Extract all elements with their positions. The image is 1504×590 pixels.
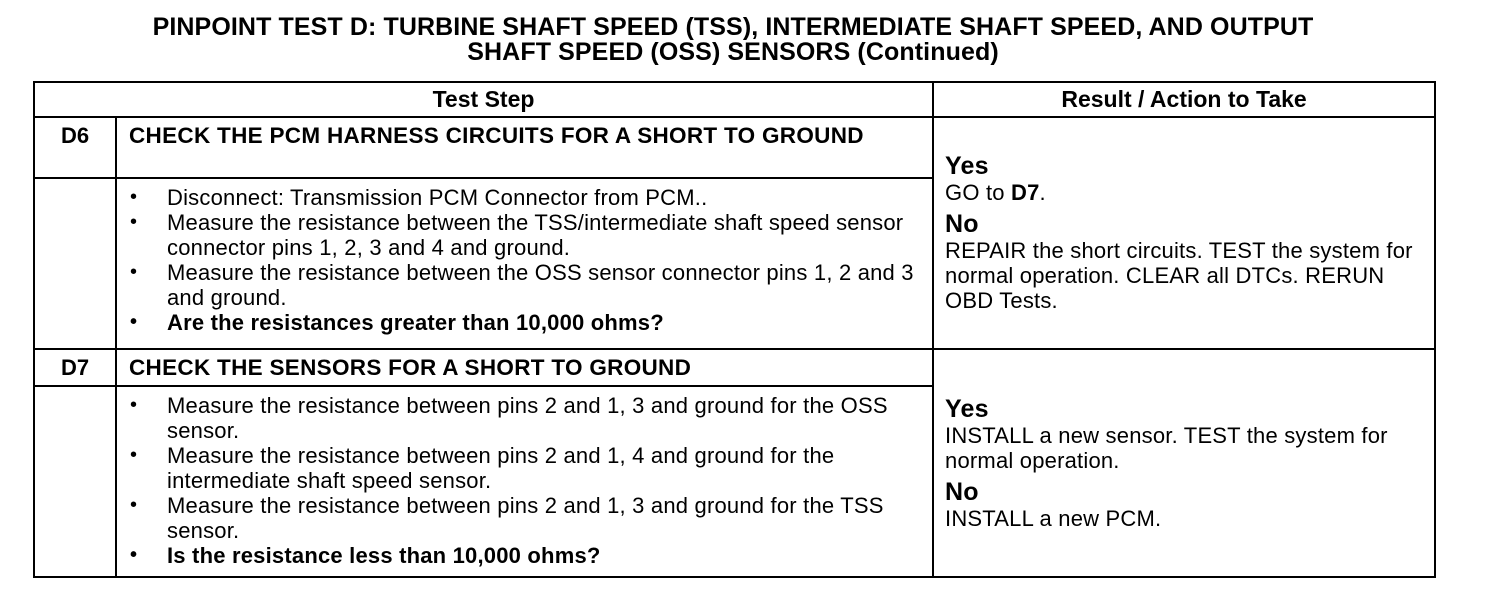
step-id-empty [34,178,116,349]
step-d7-bullets-cell [116,386,933,577]
list-item: • Is the resistance less than 10,000 ohms? [117,543,924,568]
page-title [33,15,1433,65]
step-d6-result [933,117,1435,349]
list-item: • Measure the resistance between the OSS sensor connector pins 1, 2 and 3 and ground. [117,260,924,310]
header-test-step: Test Step [34,82,933,117]
yes-text: GO to D7. [945,180,1046,205]
yes-label: Yes [945,394,989,423]
list-item: • Measure the resistance between pins 2 and 1, 3 and ground for the TSS sensor. [117,493,924,543]
no-text: REPAIR the short circuits. TEST the system for normal operation. CLEAR all DTCs. RERUN OBD Tests. [945,238,1413,313]
step-id-empty [34,386,116,577]
step-reference: D7 [1011,180,1040,205]
step-id: D7 [34,349,116,386]
step-d6-bullets [117,179,932,343]
step-d6-bullets-cell [116,178,933,349]
header-row [34,82,1435,117]
list-item: • Measure the resistance between the TSS/intermediate shaft speed sensor connector pins 1, 2, 3 and 4 and ground. [117,210,924,260]
yes-text: INSTALL a new sensor. TEST the system for normal operation. [945,422,1388,473]
header-result: Result / Action to Take [933,82,1435,117]
list-item: • Are the resistances greater than 10,000 ohms? [117,310,924,335]
no-text: INSTALL a new PCM. [945,505,1162,531]
no-label: No [945,210,979,238]
no-label: No [945,477,979,506]
yes-label: Yes [945,152,989,180]
list-item: • Disconnect: Transmission PCM Connector from PCM.. [117,185,924,210]
step-d7-result [933,349,1435,577]
step-d7-bullets [117,387,932,576]
step-d7-title-row [34,349,1435,386]
step-title: CHECK THE SENSORS FOR A SHORT TO GROUND [116,349,933,386]
step-id: D6 [34,117,116,178]
title-line-1: PINPOINT TEST D: TURBINE SHAFT SPEED (TSS), INTERMEDIATE SHAFT SPEED, AND OUTPUT [152,13,1314,41]
pinpoint-test-table [33,81,1436,578]
title-line-2: SHAFT SPEED (OSS) SENSORS (Continued) [467,38,999,66]
list-item: • Measure the resistance between pins 2 and 1, 3 and ground for the OSS sensor. [117,393,924,443]
step-title: CHECK THE PCM HARNESS CIRCUITS FOR A SHORT TO GROUND [116,117,933,178]
step-d6-title-row [34,117,1435,178]
list-item: • Measure the resistance between pins 2 and 1, 4 and ground for the intermediate shaft speed sensor. [117,443,924,493]
